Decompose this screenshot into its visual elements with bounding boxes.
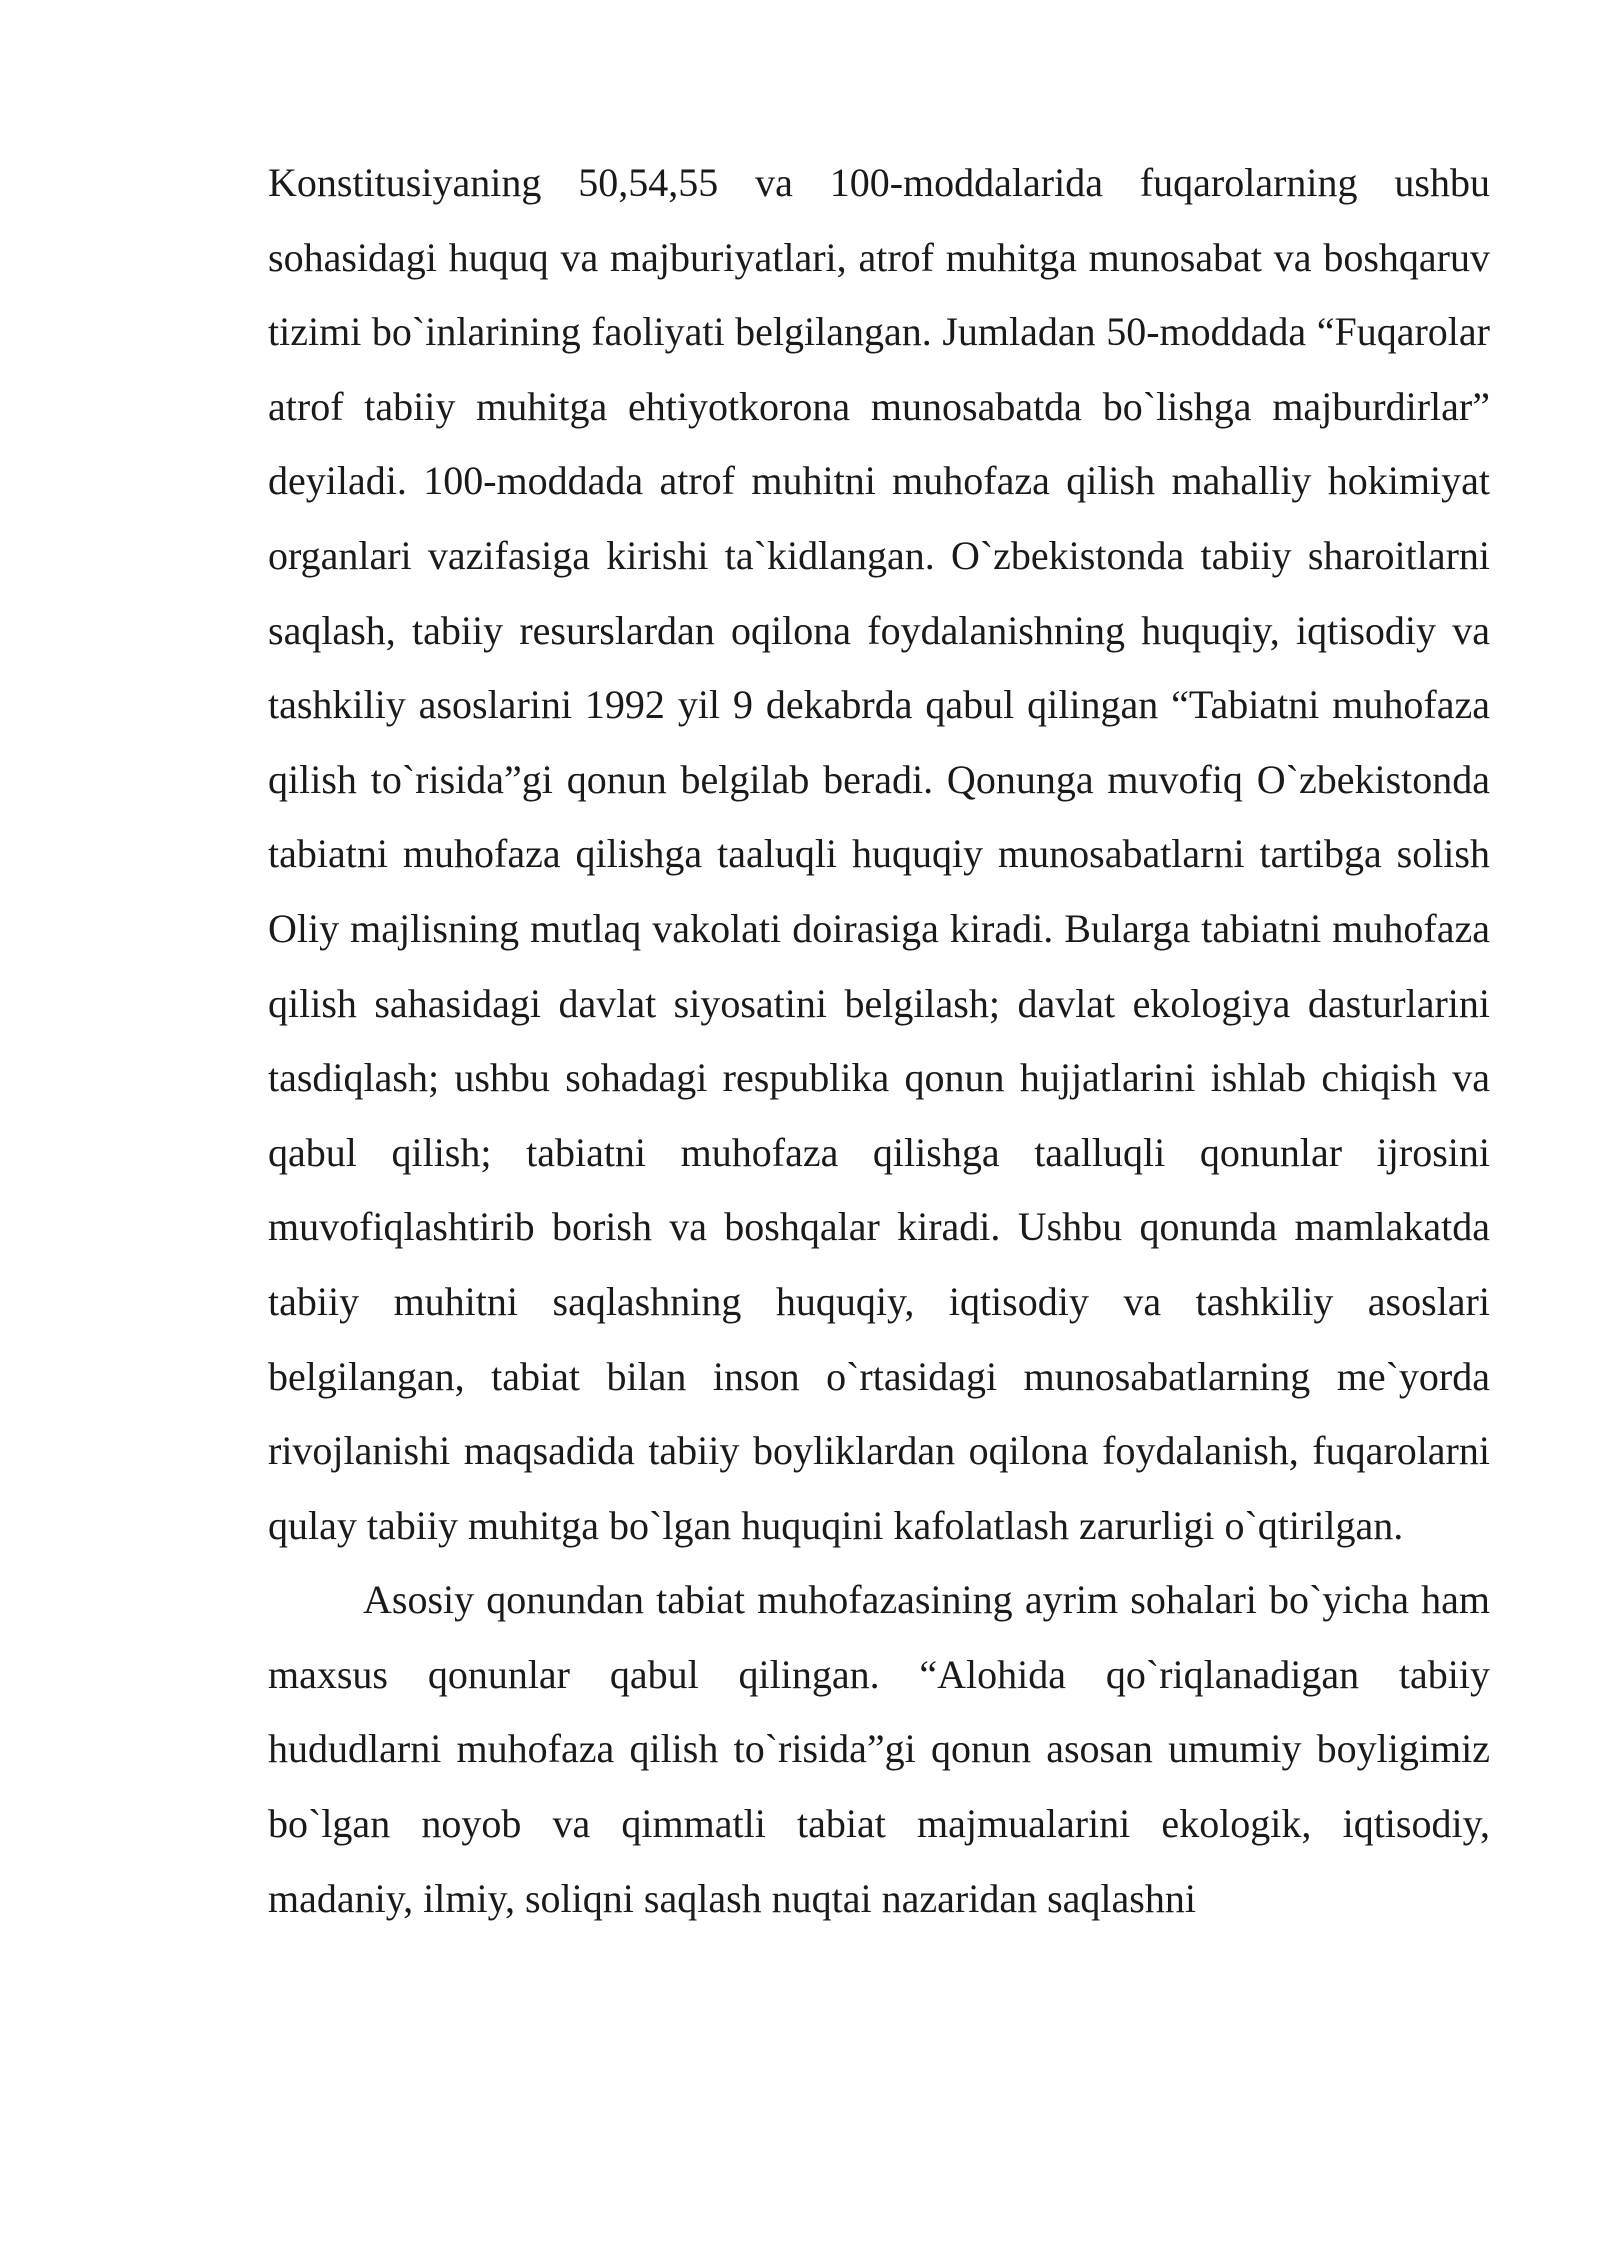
paragraph-1: Konstitusiyaning 50,54,55 va 100-moddalarida fuqarolarning ushbu sohasidagi huquq va majburiyatlari, atrof muhitga munosabat va boshqaruv tizimi bo`inlarining faoliyati belgilangan. Jumladan 50-moddada “Fuqarolar atrof tabiiy muhitga ehtiyotkorona munosabatda bo`lishga majburdirlar” deyiladi. 100-moddada atrof muhitni muhofaza qilish mahalliy hokimiyat organlari vazifasiga kirishi ta`kidlangan. O`zbekistonda tabiiy sharoitlarni saqlash, tabiiy resurslardan oqilona foydalanishning huquqiy, iqtisodiy va tashkiliy asoslarini 1992 yil 9 dekabrda qabul qilingan “Tabiatni muhofaza qilish to`risida”gi qonun belgilab beradi. Qonunga muvofiq O`zbekistonda tabiatni muhofaza qilishga taaluqli huquqiy munosabatlarni tartibga solish Oliy majlisning mutlaq vakolati doirasiga kiradi. Bularga tabiatni muhofaza qilish sahasidagi davlat siyosatini belgilash; davlat ekologiya dasturlarini tasdiqlash; ushbu sohadagi respublika qonun hujjatlarini ishlab chiqish va qabul qilish; tabiatni muhofaza qilishga taalluqli qonunlar ijrosini muvofiqlashtirib borish va boshqalar kiradi. Ushbu qonunda mamlakatda tabiiy muhitni saqlashning huquqiy, iqtisodiy va tashkiliy asoslari belgilangan, tabiat bilan inson o`rtasidagi munosabatlarning me`yorda rivojlanishi maqsadida tabiiy boyliklardan oqilona foydalanish, fuqarolarni qulay tabiiy muhitga bo`lgan huquqini kafolatlash zarurligi o`qtirilgan. [268,160,1490,1548]
paragraph-2: Asosiy qonundan tabiat muhofazasining ayrim sohalari bo`yicha ham maxsus qonunlar qabul qilingan. “Alohida qo`riqlanadigan tabiiy hududlarni muhofaza qilish to`risida”gi qonun asosan umumiy boyligimiz bo`lgan noyob va qimmatli tabiat majmualarini ekologik, iqtisodiy, madaniy, ilmiy, soliqni saqlash nuqtai nazaridan saqlashni [268,1577,1490,1921]
body-text [268,146,1490,1936]
